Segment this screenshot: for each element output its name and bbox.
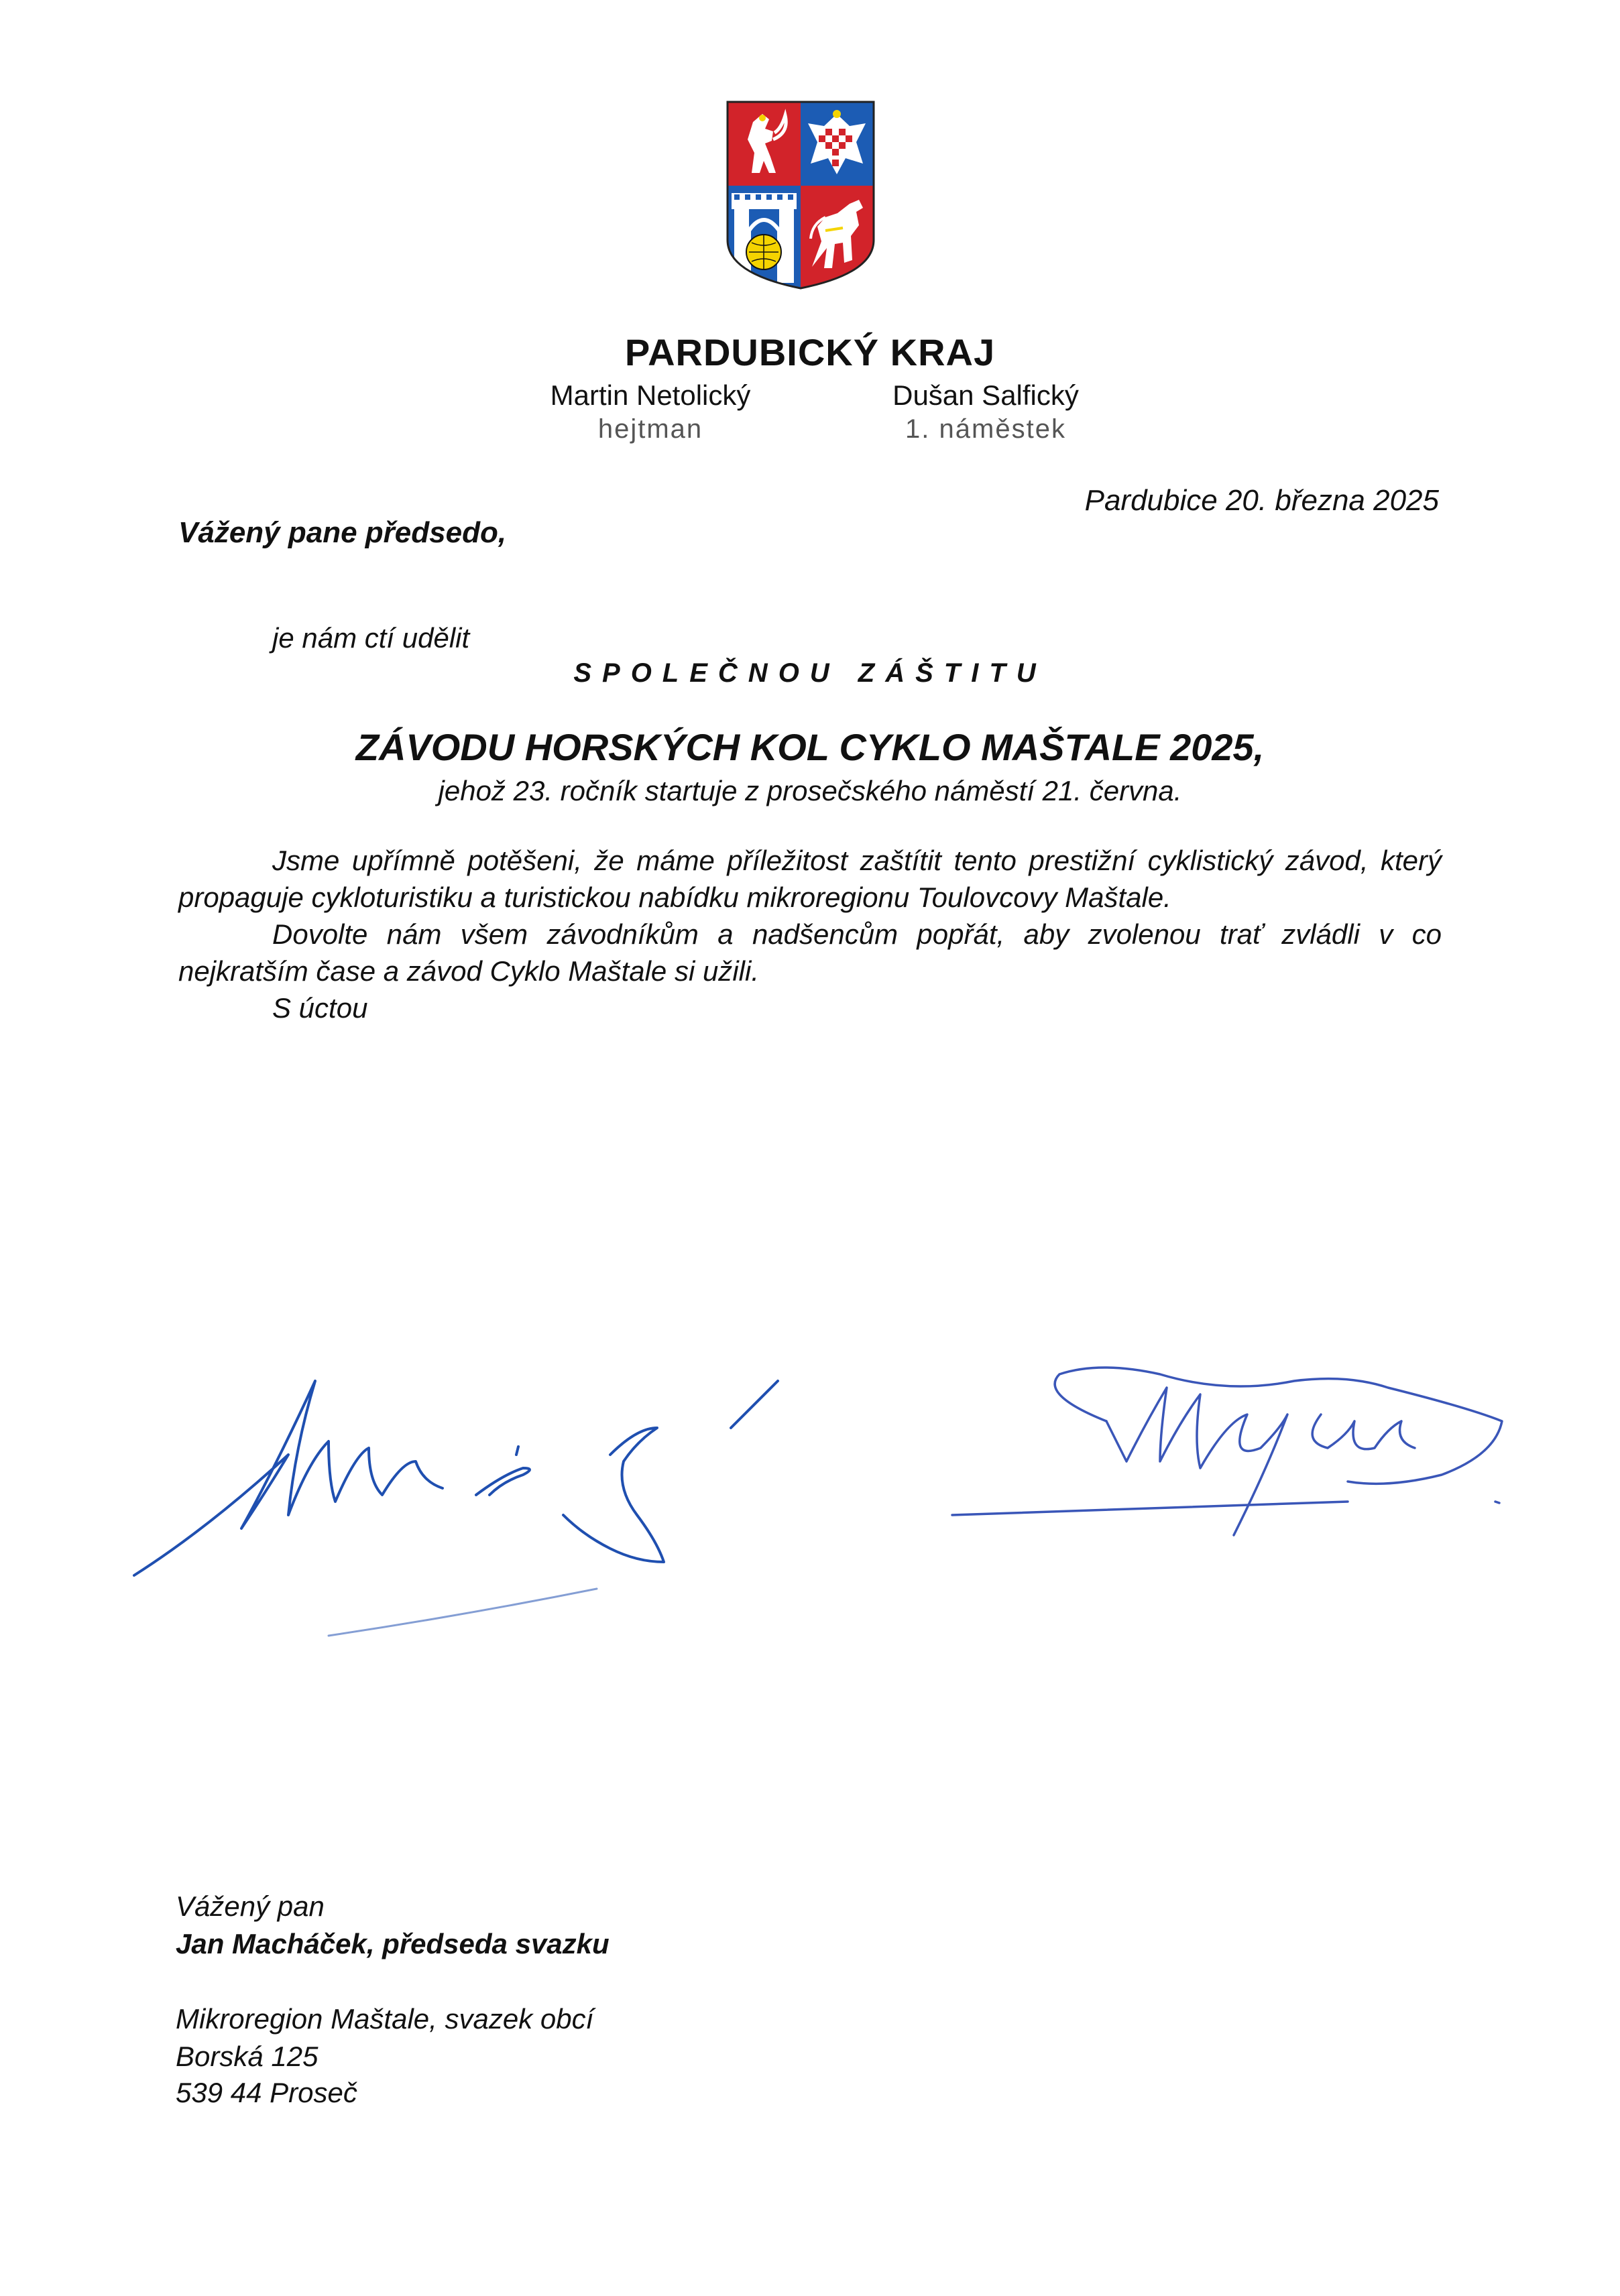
signature-netolicky: [127, 1361, 966, 1649]
recipient-street: Borská 125: [176, 2041, 319, 2072]
recipient-name: Jan Macháček, předseda svazku: [176, 1928, 610, 1959]
event-subtitle: jehož 23. ročník startuje z prosečského náměstí 21. června.: [438, 775, 1182, 806]
salutation: Vážený pane předsedo,: [178, 516, 507, 549]
recipient-greeting: Vážený pan: [176, 1890, 325, 1922]
coat-of-arms-icon: [725, 99, 876, 291]
official-role-governor: hejtman: [597, 414, 703, 444]
recipient-city: 539 44 Proseč: [176, 2077, 357, 2108]
signature-salfic: [945, 1347, 1536, 1549]
patronage-heading: SPOLEČNOU ZÁŠTITU: [573, 658, 1047, 688]
paragraph-2: Dovolte nám všem závodníkům a nadšencům popřát, aby zvolenou trať zvládli v co nejkratším čase a závod Cyklo Maštale si užili.: [178, 918, 1442, 987]
letter-body: [178, 842, 1442, 1026]
official-name-governor: Martin Netolický: [550, 379, 751, 411]
region-title: PARDUBICKÝ KRAJ: [624, 331, 996, 373]
intro-line: je nám ctí udělit: [272, 622, 470, 654]
recipient-organization: Mikroregion Maštale, svazek obcí: [176, 2003, 594, 2035]
official-role-deputy: 1. náměstek: [905, 414, 1066, 444]
letter-date: Pardubice 20. března 2025: [1084, 484, 1439, 517]
paragraph-1: Jsme upřímně potěšeni, že máme příležitost zaštítit tento prestižní cyklistický závod, který propaguje cykloturistiku a turistickou nabídku mikroregionu Toulovcovy Maštale.: [178, 845, 1442, 913]
event-title: ZÁVODU HORSKÝCH KOL CYKLO MAŠTALE 2025,: [355, 726, 1265, 768]
closing: S úctou: [272, 992, 368, 1024]
official-name-deputy: Dušan Salfický: [892, 379, 1079, 411]
